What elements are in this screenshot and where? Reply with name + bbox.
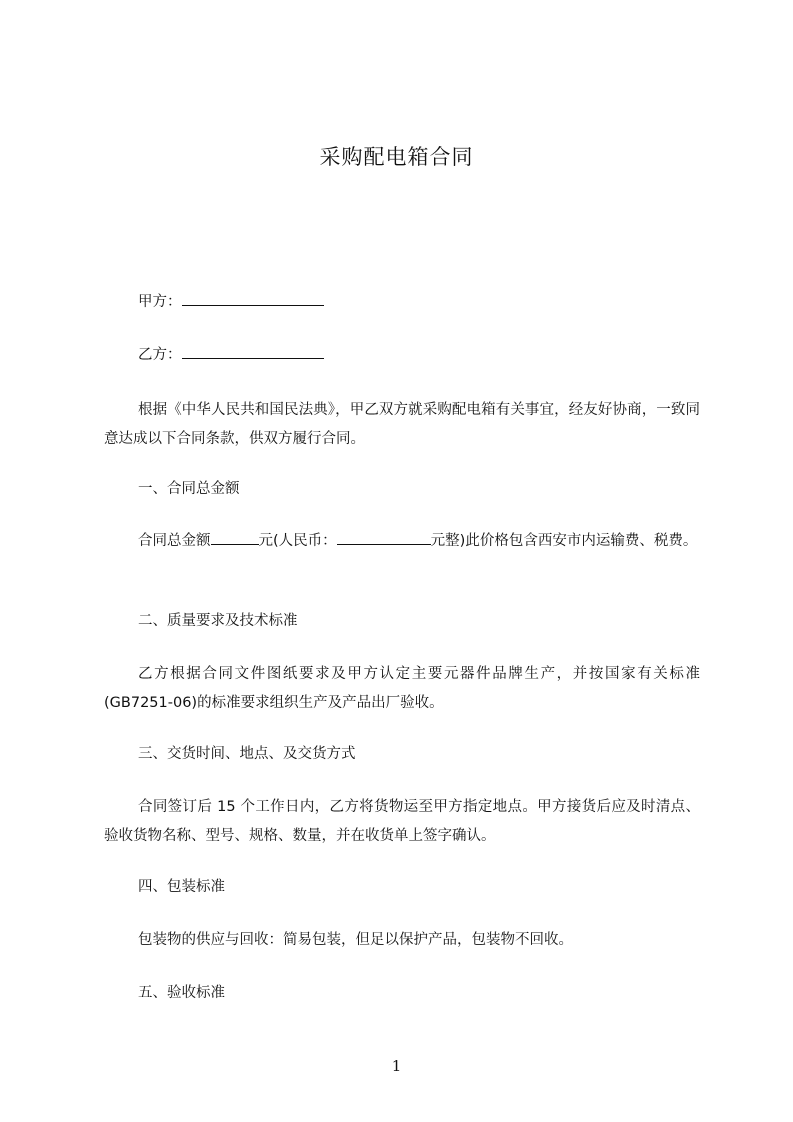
section1-prefix: 合同总金额	[138, 533, 211, 549]
preamble-paragraph: 根据《中华人民共和国民法典》，甲乙双方就采购配电箱有关事宜，经友好协商，一致同意达成以下合同条款，供双方履行合同。	[104, 402, 700, 447]
party-a-blank	[182, 291, 324, 306]
amount-blank	[211, 530, 259, 545]
rmb-amount-blank	[337, 530, 431, 545]
party-b-label: 乙方：	[138, 347, 182, 363]
section4-heading: 四、包装标准	[138, 879, 225, 895]
section1-paragraph	[104, 527, 700, 556]
section1-suffix: 元整)此价格包含西安市内运输费、税费。	[430, 533, 698, 549]
section3-paragraph: 合同签订后 15 个工作日内，乙方将货物运至甲方指定地点。甲方接货后应及时清点、验收货物名称、型号、规格、数量，并在收货单上签字确认。	[104, 799, 700, 844]
section2-heading: 二、质量要求及技术标准	[138, 613, 298, 629]
party-b-blank	[182, 344, 324, 359]
section4-paragraph: 包装物的供应与回收：简易包装，但足以保护产品，包装物不回收。	[138, 932, 573, 948]
party-a-label: 甲方：	[138, 294, 182, 310]
section1-heading: 一、合同总金额	[138, 481, 240, 497]
document-title: 采购配电箱合同	[319, 145, 474, 169]
section2-paragraph: 乙方根据合同文件图纸要求及甲方认定主要元器件品牌生产，并按国家有关标准(GB7251-06)的标准要求组织生产及产品出厂验收。	[104, 666, 700, 711]
page-number: 1	[391, 1057, 402, 1075]
section3-heading: 三、交货时间、地点、及交货方式	[138, 746, 356, 762]
section5-heading: 五、验收标准	[138, 985, 225, 1001]
party-b-line	[138, 344, 324, 365]
section1-mid: 元(人民币：	[258, 533, 337, 549]
party-a-line	[138, 291, 324, 312]
